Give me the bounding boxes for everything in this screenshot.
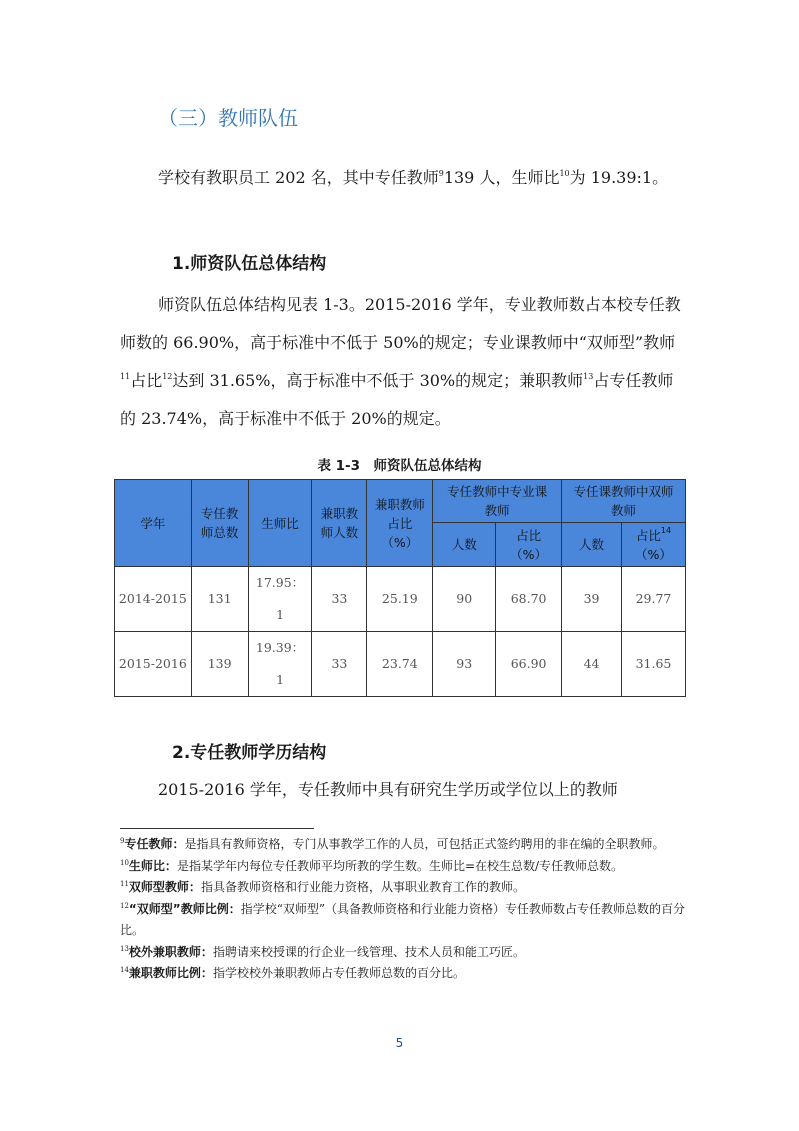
cell-text: 19.39： (255, 640, 305, 655)
text-span: 学校有教职员工 202 名，其中专任教师 (158, 168, 439, 187)
footnote-item (120, 963, 690, 985)
cell-pct-2: 29.77 (622, 567, 686, 632)
header-text: 专任教师中专业课教师 (447, 484, 548, 518)
header-text: 兼职教师人数 (320, 506, 359, 540)
text-span: 师资队伍总体结构见表 1-3。2015-2016 学年，专业教师数占本校专任教师数的 66.90%，高于标准中不低于 50%的规定；专业课教师中“双师型”教师 (120, 295, 681, 352)
cell-pct-2: 31.65 (622, 632, 686, 697)
text-span: 占专任教师的 23.74%，高于标准中不低于 20%的规定。 (120, 371, 674, 428)
footnote-text: 指具备教师资格和行业能力资格，从事职业教育工作的教师。 (200, 880, 525, 894)
cell-parttime: 33 (312, 632, 367, 697)
header-text: （%） (635, 546, 672, 562)
cell-text: 1 (276, 672, 285, 687)
header-text: 专任课教师中双师教师 (573, 484, 674, 518)
footnote-ref: 12 (162, 372, 173, 381)
cell-text: 17.95： (255, 575, 305, 590)
table-caption: 表 1-3 师资队伍总体结构 (317, 458, 482, 474)
cell-parttime-pct: 25.19 (367, 567, 433, 632)
cell-year: 2014-2015 (115, 567, 192, 632)
footnote-ref: 13 (583, 372, 594, 381)
footnote-ref: 14 (660, 525, 672, 535)
footnote-item (120, 899, 690, 942)
cell-pct-1: 66.90 (496, 632, 562, 697)
footnote-text: 指学校校外兼职教师占专任教师总数的百分比。 (212, 966, 465, 980)
header-text: 兼职教师占比（%） (374, 496, 425, 550)
text-span: 139 人，生师比 (443, 168, 560, 187)
footnote-item (120, 834, 690, 856)
footnote-number: 10 (120, 858, 129, 867)
section-title: （三）教师队伍 (158, 106, 298, 130)
footnote-text: 是指某学年内每位专任教师平均所教的学生数。生师比=在校生总数/专任教师总数。 (176, 858, 624, 873)
cell-year: 2015-2016 (115, 632, 192, 697)
footnote-ref: 9 (438, 169, 444, 178)
cell-pct-1: 68.70 (496, 567, 562, 632)
footnote-number: 9 (120, 837, 125, 845)
page-number: 5 (395, 1036, 404, 1050)
footnote-ref: 11 (120, 372, 131, 381)
footnote-text: 指学校“双师型”（具备教师资格和行业能力资格）专任教师数占专任教师总数的百分比。 (120, 901, 685, 937)
footnote-term: 双师型教师： (128, 880, 201, 894)
cell-count-2: 44 (562, 632, 622, 697)
footnote-term: 校外兼职教师： (128, 944, 213, 959)
footnote-term: 专任教师： (124, 837, 185, 851)
header-year: 学年 (115, 480, 192, 567)
header-pct-2 (622, 523, 686, 567)
footnote-number: 12 (120, 901, 129, 910)
cell-total: 131 (191, 567, 248, 632)
footnote-number: 13 (120, 944, 129, 953)
footnote-term: 生师比： (128, 858, 177, 873)
footnote-divider (120, 828, 314, 829)
text-span: 达到 31.65%，高于标准中不低于 30%的规定；兼职教师 (172, 371, 584, 390)
header-count-1: 人数 (433, 523, 496, 567)
footnote-item (120, 942, 690, 964)
cell-parttime: 33 (312, 567, 367, 632)
faculty-structure-table (114, 479, 686, 697)
footnote-number: 14 (120, 966, 129, 974)
header-text: 占比（%） (510, 527, 548, 562)
cell-parttime-pct: 23.74 (367, 632, 433, 697)
header-total (191, 480, 248, 567)
header-count-2: 人数 (562, 523, 622, 567)
footnote-item (120, 856, 690, 878)
subheading-education: 2.专任教师学历结构 (172, 743, 327, 763)
cell-text: 1 (276, 607, 285, 622)
footnote-term: “双师型”教师比例： (128, 901, 241, 916)
text-span: 占比 (130, 371, 163, 390)
table-row (115, 567, 686, 632)
cell-count-1: 90 (433, 567, 496, 632)
cell-total: 139 (191, 632, 248, 697)
footnotes (120, 834, 690, 985)
header-parttime-pct (367, 480, 433, 567)
footnote-item (120, 877, 690, 899)
paragraph-education: 2015-2016 学年，专任教师中具有研究生学历或学位以上的教师 (158, 780, 618, 799)
footnote-text: 是指具有教师资格，专门从事教学工作的人员，可包括正式签约聘用的非在编的全职教师。 (184, 837, 665, 851)
paragraph-staff-overview (120, 160, 684, 196)
header-ratio: 生师比 (248, 480, 312, 567)
subheading-structure: 1.师资队伍总体结构 (172, 254, 327, 274)
footnote-number: 11 (120, 880, 129, 888)
footnote-text: 指聘请来校授课的行企业一线管理、技术人员和能工巧匠。 (212, 944, 525, 959)
cell-ratio (248, 632, 312, 697)
header-parttime (312, 480, 367, 567)
header-group-dual (562, 480, 686, 523)
header-text: 专任教师总数 (200, 506, 239, 540)
table-row (115, 632, 686, 697)
text-span: 为 19.39:1。 (569, 168, 669, 187)
header-text: 占比 (635, 527, 661, 543)
header-pct-1 (496, 523, 562, 567)
cell-count-1: 93 (433, 632, 496, 697)
footnote-term: 兼职教师比例： (128, 966, 213, 980)
cell-count-2: 39 (562, 567, 622, 632)
footnote-ref: 10 (559, 169, 570, 178)
header-group-professional (433, 480, 562, 523)
paragraph-structure (120, 286, 684, 438)
cell-ratio (248, 567, 312, 632)
